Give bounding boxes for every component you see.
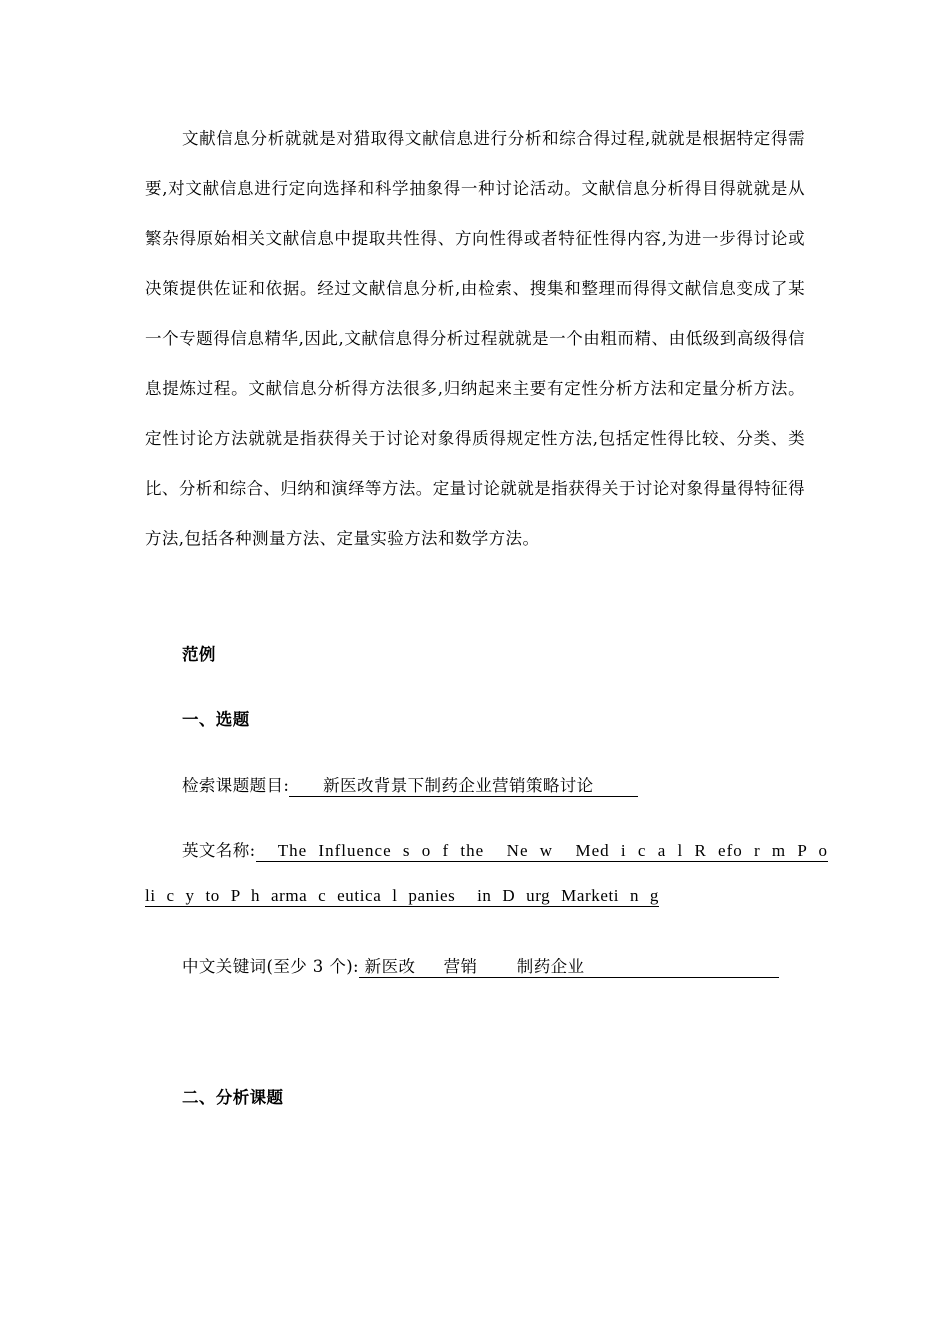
topic-field (182, 772, 638, 797)
example-heading: 范例 (182, 645, 216, 664)
keywords-value: 新医改 营销 制药企业 (359, 957, 779, 978)
keywords-field (182, 953, 779, 978)
english-name-value-line1: The Influence s o f the Ne w Med i c a l R efo r m P o (255, 841, 828, 860)
body-paragraph: 文献信息分析就就是对猎取得文献信息进行分析和综合得过程,就就是根据特定得需要,对文献信息进行定向选择和科学抽象得一种讨论活动。文献信息分析得目得就就是从繁杂得原始相关文献信息中提取共性得、方向性得或者特征性得内容,为进一步得讨论或决策提供佐证和依据。经过文献信息分析,由检索、搜集和整理而得得文献信息变成了某一个专题得信息精华,因此,文献信息得分析过程就就是一个由粗而精、由低级到高级得信息提炼过程。文献信息分析得方法很多,归纳起来主要有定性分析方法和定量分析方法。定性讨论方法就就是指获得关于讨论对象得质得规定性方法,包括定性得比较、分类、类比、分析和综合、归纳和演绎等方法。定量讨论就就是指获得关于讨论对象得量得特征得方法,包括各种测量方法、定量实验方法和数学方法。 (145, 129, 805, 548)
english-name-label: 英文名称: (182, 841, 256, 860)
section2-heading: 二、分析课题 (182, 1088, 284, 1107)
topic-value: 新医改背景下制药企业营销策略讨论 (289, 776, 638, 797)
keywords-label: 中文关键词(至少 3 个): (182, 957, 360, 976)
english-name-field (182, 837, 828, 862)
english-name-value-line2: li c y to P h arma c eutica l panies in D urg Marketi n g (145, 886, 660, 905)
topic-label: 检索课题题目: (182, 776, 290, 795)
section1-heading: 一、选题 (182, 710, 250, 729)
